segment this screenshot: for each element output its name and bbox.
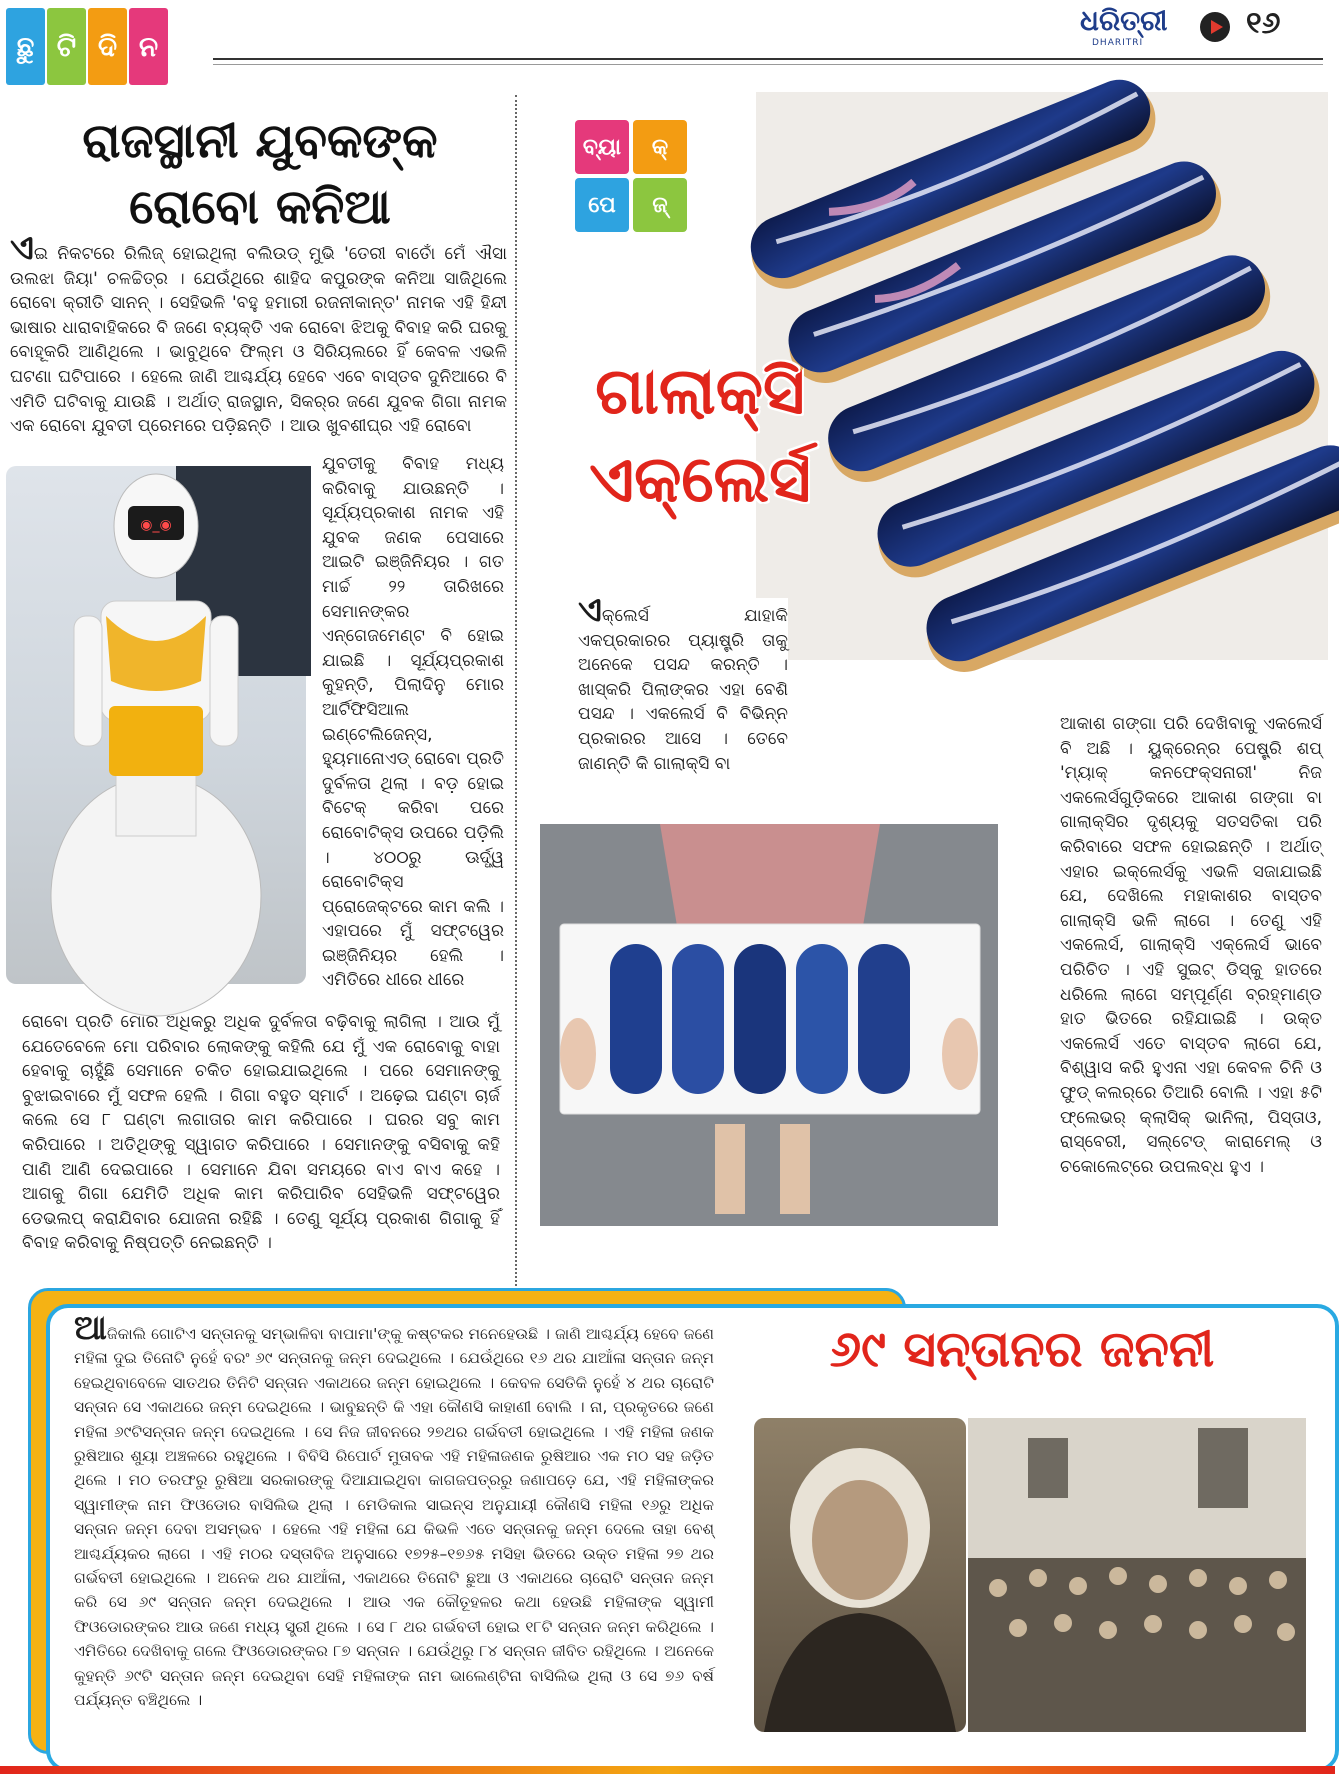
robot-arm (74, 616, 102, 746)
leg-shape (780, 1124, 810, 1214)
eclair (796, 944, 848, 1094)
robot-para-bottom: ରୋବୋ ପ୍ରତି ମୋର ଅଧିକରୁ ଅଧିକ ଦୁର୍ବଳତା ବଢ଼ିବାକୁ ଲାଗିଲା । ଆଉ ମୁଁ ଯେତେବେଳେ ମୋ ପରିବାର ଲୋକଙ୍କୁ କହିଲି ଯେ ମୁଁ ଏକ ରୋବୋକୁ ବାହା ହେବାକୁ ଚାହୁଁଛି ସେମାନେ ଚକିତ ହୋଇଯାଇଥିଲେ । ପରେ ସେମାନଙ୍କୁ ବୁଝାଇବାରେ ମୁଁ ସଫଳ ହେଲି । ଗିଗା ବହୁତ ସ୍ମାର୍ଟ । ଅଢ଼େଇ ଘଣ୍ଟା ଚାର୍ଜ କଲେ ସେ ୮ ଘଣ୍ଟା ଲଗାତାର କାମ କରିପାରେ । ଘରର ସବୁ କାମ କରିପାରେ । ଅତିଥିଙ୍କୁ ସ୍ୱାଗତ କରିପାରେ । ସେମାନଙ୍କୁ ବସିବାକୁ କହି ପାଣି ଆଣି ଦେଇପାରେ । ସେମାନେ ଯିବା ସମୟରେ ବାଏ ବାଏ କହେ । ଆଗକୁ ଗିଗା ଯେମିତି ଅଧିକ କାମ କରିପାରିବ ସେହିଭଳି ସଫ୍ଟୱେର ଡେଭଲପ୍ କରାଯିବାର ଯୋଜନା ରହିଛି । ତେଣୁ ସୂର୍ଯ୍ୟ ପ୍ରକାଶ ଗିଗାକୁ ହିଁ ବିବାହ କରିବାକୁ ନିଷ୍ପତ୍ତି ନେଇଛନ୍ତି । (22, 1012, 500, 1254)
galaxy-headline-line2: ଏକ୍‌ଲେର୍ସ (589, 443, 811, 517)
building-shape (968, 1418, 1306, 1568)
footer-bar (0, 1766, 1335, 1774)
crowd-shape (968, 1558, 1306, 1732)
family-photo (968, 1418, 1306, 1732)
galaxy-para-right: ଆକାଶ ଗଙ୍ଗା ପରି ଦେଖିବାକୁ ଏକଲେର୍ସ ବି ଅଛି । ୟୁକ୍ରେନ୍‌ର ପେଷ୍ଟ୍ରି ଶପ୍ 'ମ୍ୟାକ୍ କନଫେକ୍ସନାରୀ' ନିଜ ଏକଲେର୍ସଗୁଡ଼ିକରେ ଆକାଶ ଗଙ୍ଗା ବା ଗାଲାକ୍ସିର ଦୃଶ୍ୟକୁ ସତସତିକା ପରି କରିବାରେ ସଫଳ ହୋଇଛନ୍ତି । ଅର୍ଥାତ୍ ଏହାର ଇକ୍‌ଲେର୍ସକୁ ଏଭଳି ସଜାଯାଇଛି ଯେ, ଦେଖିଲେ ମହାକାଶର ବାସ୍ତବ ଗାଲାକ୍ସି ଭଳି ଲାଗେ । ତେଣୁ ଏହି ଏକଲେର୍ସ, ଗାଲାକ୍ସି ଏକ୍ଲେର୍ସ ଭାବେ ପରିଚିତ । ଏହି ସୁଇଟ୍ ଡିସ୍‌କୁ ହାତରେ ଧରିଲେ ଲାଗେ ସମ୍ପୂର୍ଣ୍ଣ ବ୍ରହ୍ମାଣ୍ଡ ହାତ ଭିତରେ ରହିଯାଇଛି । ଉକ୍ତ ଏକଲେର୍ସ ଏତେ ବାସ୍ତବ ଲାଗେ ଯେ, ବିଶ୍ୱାସ କରି ହୁଏନା ଏହା କେବଳ ଚିନି ଓ ଫୁଡ୍ କଲର୍‌ରେ ତିଆରି ବୋଲି । ଏହା ୫ଟି ଫ୍ଲେଭର୍ କ୍ଲାସିକ୍ ଭାନିଲା, ପିସ୍ତାଓ, ରାସ୍‌ବେରୀ, ସଲ୍ଟେଡ୍ କାରାମେଲ୍ ଓ ଚକୋଲେଟ୍‌ରେ ଉପଲବ୍ଧ ହୁଏ । (1060, 714, 1322, 1177)
robot-face-text: ◉_◉ (140, 517, 172, 533)
dress-shape (764, 1613, 956, 1732)
eclair (610, 944, 662, 1094)
back-page-tile: କ୍ (633, 120, 687, 174)
brand-sub: DHARITRI (1092, 38, 1144, 48)
back-page-tile: ବ୍ୟା (575, 120, 629, 174)
galaxy-eclairs-photo (756, 92, 1328, 660)
window-shape (1028, 1438, 1068, 1498)
eclair (672, 944, 724, 1094)
page-number: ୧୬ (1246, 6, 1281, 41)
robot-para-side: ଯୁବତୀକୁ ବିବାହ ମଧ୍ୟ କରିବାକୁ ଯାଉଛନ୍ତି । ସୂର୍ଯ୍ୟପ୍ରକାଶ ନାମକ ଏହି ଯୁବକ ଜଣକ ପେସାରେ ଆଇଟି ଇଞ୍ଜିନିୟର । ଗତ ମାର୍ଚ୍ଚ ୨୨ ତାରିଖରେ ସେମାନଙ୍କର ଏନ୍‌ଗେଜମେଣ୍ଟ ବି ହୋଇ ଯାଇଛି । ସୂର୍ଯ୍ୟପ୍ରକାଶ କୁହନ୍ତି, ପିଲାଦିନୁ ମୋର ଆର୍ଟିଫିସିଆଲ ଇଣ୍ଟେଲିଜେନ୍ସ, ହ୍ୟୁମାନୋଏଡ୍ ରୋବୋ ପ୍ରତି ଦୁର୍ବଳତା ଥିଲା । ବଡ଼ ହୋଇ ବିଟେକ୍ କରିବା ପରେ ରୋବୋଟିକ୍ସ ଉପରେ ପଡ଼ିଲି । ୪୦୦ରୁ ଊର୍ଦ୍ଧ୍ୱ ରୋବୋଟିକ୍ସ ପ୍ରୋଜେକ୍ଟରେ କାମ କଲି । ଏହାପରେ ମୁଁ ସଫ୍ଟୱେର ଇଞ୍ଜିନିୟର ହେଲି । ଏମିତିରେ ଧୀରେ ଧୀରେ (322, 454, 504, 991)
back-page-tile: ପେ (575, 178, 629, 232)
column-divider (515, 95, 517, 1290)
robot-photo (6, 466, 306, 984)
window-shape (1198, 1428, 1248, 1508)
robot-arm (210, 616, 238, 746)
hand-shape (942, 1018, 978, 1090)
mother-body: ଆଜିକାଲି ଗୋଟିଏ ସନ୍ତାନକୁ ସମ୍ଭାଳିବା ବାପାମା'ଙ୍କୁ କଷ୍ଟକର ମନେହେଉଛି । ଜାଣି ଆଶ୍ଚର୍ଯ୍ୟ ହେବେ ଜଣେ ମହିଳା ଦୁଇ ତିନୋଟି ନୁହେଁ ବରଂ ୬୯ ସନ୍ତାନକୁ ଜନ୍ମ ଦେଇଥିଲେ । ଯେଉଁଥିରେ ୧୬ ଥର ଯାଆଁଳା ସନ୍ତାନ ଜନ୍ମ ହେଇଥିବାବେଳେ ସାତଥର ତିନିଟି ସନ୍ତାନ ଏକାଥରେ ଜନ୍ମ ହୋଇଥିଲେ । କେବଳ ସେତିକି ନୁହେଁ ୪ ଥର ଚାରୋଟି ସନ୍ତାନ ସେ ଏକାଥରେ ଜନ୍ମ ଦେଇଥିଲେ । ଭାବୁଛନ୍ତି କି ଏହା କୌଣସି କାହାଣୀ ବୋଲି । ନା, ପ୍ରକୃତରେ ଜଣେ ମହିଳା ୬୯ଟିସନ୍ତାନ ଜନ୍ମ ଦେଇଥିଲେ । ସେ ନିଜ ଜୀବନରେ ୨୭ଥର ଗର୍ଭବତୀ ହୋଇଥିଲେ । ଏହି ମହିଳା ଜଣକ ରୁଷିଆର ଶୁୟା ଅଞ୍ଚଳରେ ରହୁଥିଲେ । ବିବିସି ରିପୋର୍ଟ ମୁତାବକ ଏହି ମହିଳାଜଣକ ରୁଷିଆର ଏକ ମଠ ସହ ଜଡ଼ିତ ଥିଲେ । ମଠ ତରଫରୁ ରୁଷିଆ ସରକାରଙ୍କୁ ଦିଆଯାଇଥିବା କାଗଜପତ୍ରରୁ ଜଣାପଡ଼େ ଯେ, ଏହି ମହିଳାଙ୍କର ସ୍ୱାମୀଙ୍କ ନାମ ଫିଓଡୋର ବାସିଲିଭ ଥିଲା । ମେଡିକାଲ ସାଇନ୍ସ ଅନୁଯାୟୀ କୌଣସି ମହିଳା ୧୬ରୁ ଅଧିକ ସନ୍ତାନ ଜନ୍ମ ଦେବା ଅସମ୍ଭବ । ହେଲେ ଏହି ମହିଳା ଯେ କିଭଳି ଏତେ ସନ୍ତାନକୁ ଜନ୍ମ ଦେଲେ ତାହା ବେଶ୍ ଆଶ୍ଚର୍ଯ୍ୟକର ଲାଗେ । ଏହି ମଠର ଦସ୍ତାବିଜ ଅନୁସାରେ ୧୭୨୫–୧୭୬୫ ମସିହା ଭିତରେ ଉକ୍ତ ମହିଳା ୨୭ ଥର ଗର୍ଭବତୀ ହୋଇଥିଲେ । ଅନେକ ଥର ଯାଆଁଳା, ଏକାଥରେ ତିନୋଟି ଛୁଆ ଓ ଏକାଥରେ ଚାରୋଟି ସନ୍ତାନ ଜନ୍ମ କରି ସେ ୬୯ ସନ୍ତାନ ଜନ୍ମ ଦେଇଥିଲେ । ଆଉ ଏକ କୌତୂହଳର କଥା ହେଉଛି ମହିଳାଙ୍କ ସ୍ୱାମୀ ଫିଓଡୋରଙ୍କର ଆଉ ଜଣେ ମଧ୍ୟ ସ୍ତ୍ରୀ ଥିଲେ । ସେ ୮ ଥର ଗର୍ଭବତୀ ହୋଇ ୧୮ଟି ସନ୍ତାନ ଜନ୍ମ କରିଥିଲେ । ଏମିତିରେ ଦେଖିବାକୁ ଗଲେ ଫିଓଡୋରଙ୍କର ୮୭ ସନ୍ତାନ । ଯେଉଁଥିରୁ ୮୪ ସନ୍ତାନ ଜୀବିତ ରହିଥିଲେ । ଅନେକେ କୁହନ୍ତି ୬୯ଟି ସନ୍ତାନ ଜନ୍ମ ଦେଇଥିବା ସେହି ମହିଳାଙ୍କ ନାମ ଭାଲେଣ୍ଟିନା ବାସିଲିଭ ଥିଲା ଓ ସେ ୭୬ ବର୍ଷ ପର୍ଯ୍ୟନ୍ତ ବଞ୍ଚିଥିଲେ । (74, 1308, 714, 1710)
section-title-tile: ଟି (47, 8, 86, 85)
back-page-tile: ଜ୍ (633, 178, 687, 232)
robot-skirt-shape (109, 706, 203, 776)
robot-headline (20, 108, 500, 240)
old-woman-photo (754, 1418, 966, 1732)
face-shape (812, 1480, 908, 1600)
galaxy-headline-line1: ଗାଲାକ୍ସି (595, 355, 805, 429)
header-rule (213, 58, 1323, 60)
section-title-tile: ଦି (88, 8, 127, 85)
back-page-logo (575, 120, 690, 235)
header-rule (213, 64, 1323, 65)
play-icon (1200, 12, 1230, 42)
old-woman-illustration (754, 1418, 966, 1732)
mother-headline: ୬୯ ସନ୍ତାନର ଜନନୀ (829, 1320, 1215, 1378)
galaxy-para-intro: ଏକ୍‌ଲେର୍ସ ଯାହାକି ଏକପ୍ରକାରର ପ୍ୟାଷ୍ଟ୍ରି ତାକୁ ଅନେକେ ପସନ୍ଦ କରନ୍ତି । ଖାସ୍‌କରି ପିଲାଙ୍କର ଏହା ବେଶି ପସନ୍ଦ । ଏକଲେର୍ସ ବି ବିଭିନ୍ନ ପ୍ରକାରର ଆସେ । ତେବେ ଜାଣନ୍ତି କି ଗାଲାକ୍ସି ବା (578, 590, 788, 774)
robot-illustration (6, 466, 306, 984)
eclair-box-illustration (540, 824, 998, 1226)
leg-shape (715, 1124, 745, 1214)
eclair-box-photo (540, 824, 998, 1226)
robot-para-top: ଏଇ ନିକଟରେ ରିଲିଜ୍ ହୋଇଥିଲା ବଲିଉଡ୍ ମୁଭି 'ତେରୀ ବାତୋଁ ମେଁ ଐସା ଉଲଝା ଜିୟା' ଚଳଚ୍ଚିତ୍ର । ଯେଉଁଥିରେ ଶାହିଦ କପୁରଙ୍କ କନିଆ ସାଜିଥିଲେ ରୋବୋ କ୍ରୀତି ସାନନ୍ । ସେହିଭଳି 'ବହୁ ହମାରୀ ରଜନୀକାନ୍ତ' ନାମକ ଏହି ହିନ୍ଦୀ ଭାଷାର ଧାରାବାହିକରେ ବି ଜଣେ ବ୍ୟକ୍ତି ଏକ ରୋବୋ ଝିଅକୁ ବିବାହ କରି ଘରକୁ ବୋହୂକରି ଆଣିଥିଲେ । ଭାବୁଥିବେ ଫିଲ୍ମ ଓ ସିରିୟଲରେ ହିଁ କେବଳ ଏଭଳି ଘଟଣା ଘଟିପାରେ । ହେଲେ ଜାଣି ଆଶ୍ଚର୍ଯ୍ୟ ହେବେ ଏବେ ବାସ୍ତବ ଦୁନିଆରେ ବି ଏମିତି ଘଟିବାକୁ ଯାଉଛି । ଅର୍ଥାତ୍ ରାଜସ୍ଥାନ, ସିକର୍‌ର ଜଣେ ଯୁବକ ଗିଗା ନାମକ ଏକ ରୋବୋ ଯୁବତୀ ପ୍ରେମରେ ପଡ଼ିଛନ୍ତି । ଆଉ ଖୁବଶୀଘ୍ର ଏହି ରୋବୋ (10, 228, 507, 437)
eclair (858, 944, 910, 1094)
section-title-tile: ନ (129, 8, 168, 85)
eclair (734, 944, 786, 1094)
family-illustration (968, 1418, 1306, 1732)
eclairs-illustration (756, 92, 1328, 660)
brand-logo: ଧରିତ୍ରୀ (1080, 4, 1168, 37)
robot-headline-line2: ରୋବୋ କନିଆ (129, 179, 391, 235)
section-title-tile: ଛୁ (6, 8, 45, 85)
hand-shape (560, 1018, 596, 1090)
galaxy-headline (560, 348, 840, 524)
robot-headline-line1: ରାଜସ୍ଥାନୀ ଯୁବକଙ୍କ (82, 113, 438, 169)
section-title (6, 8, 168, 85)
